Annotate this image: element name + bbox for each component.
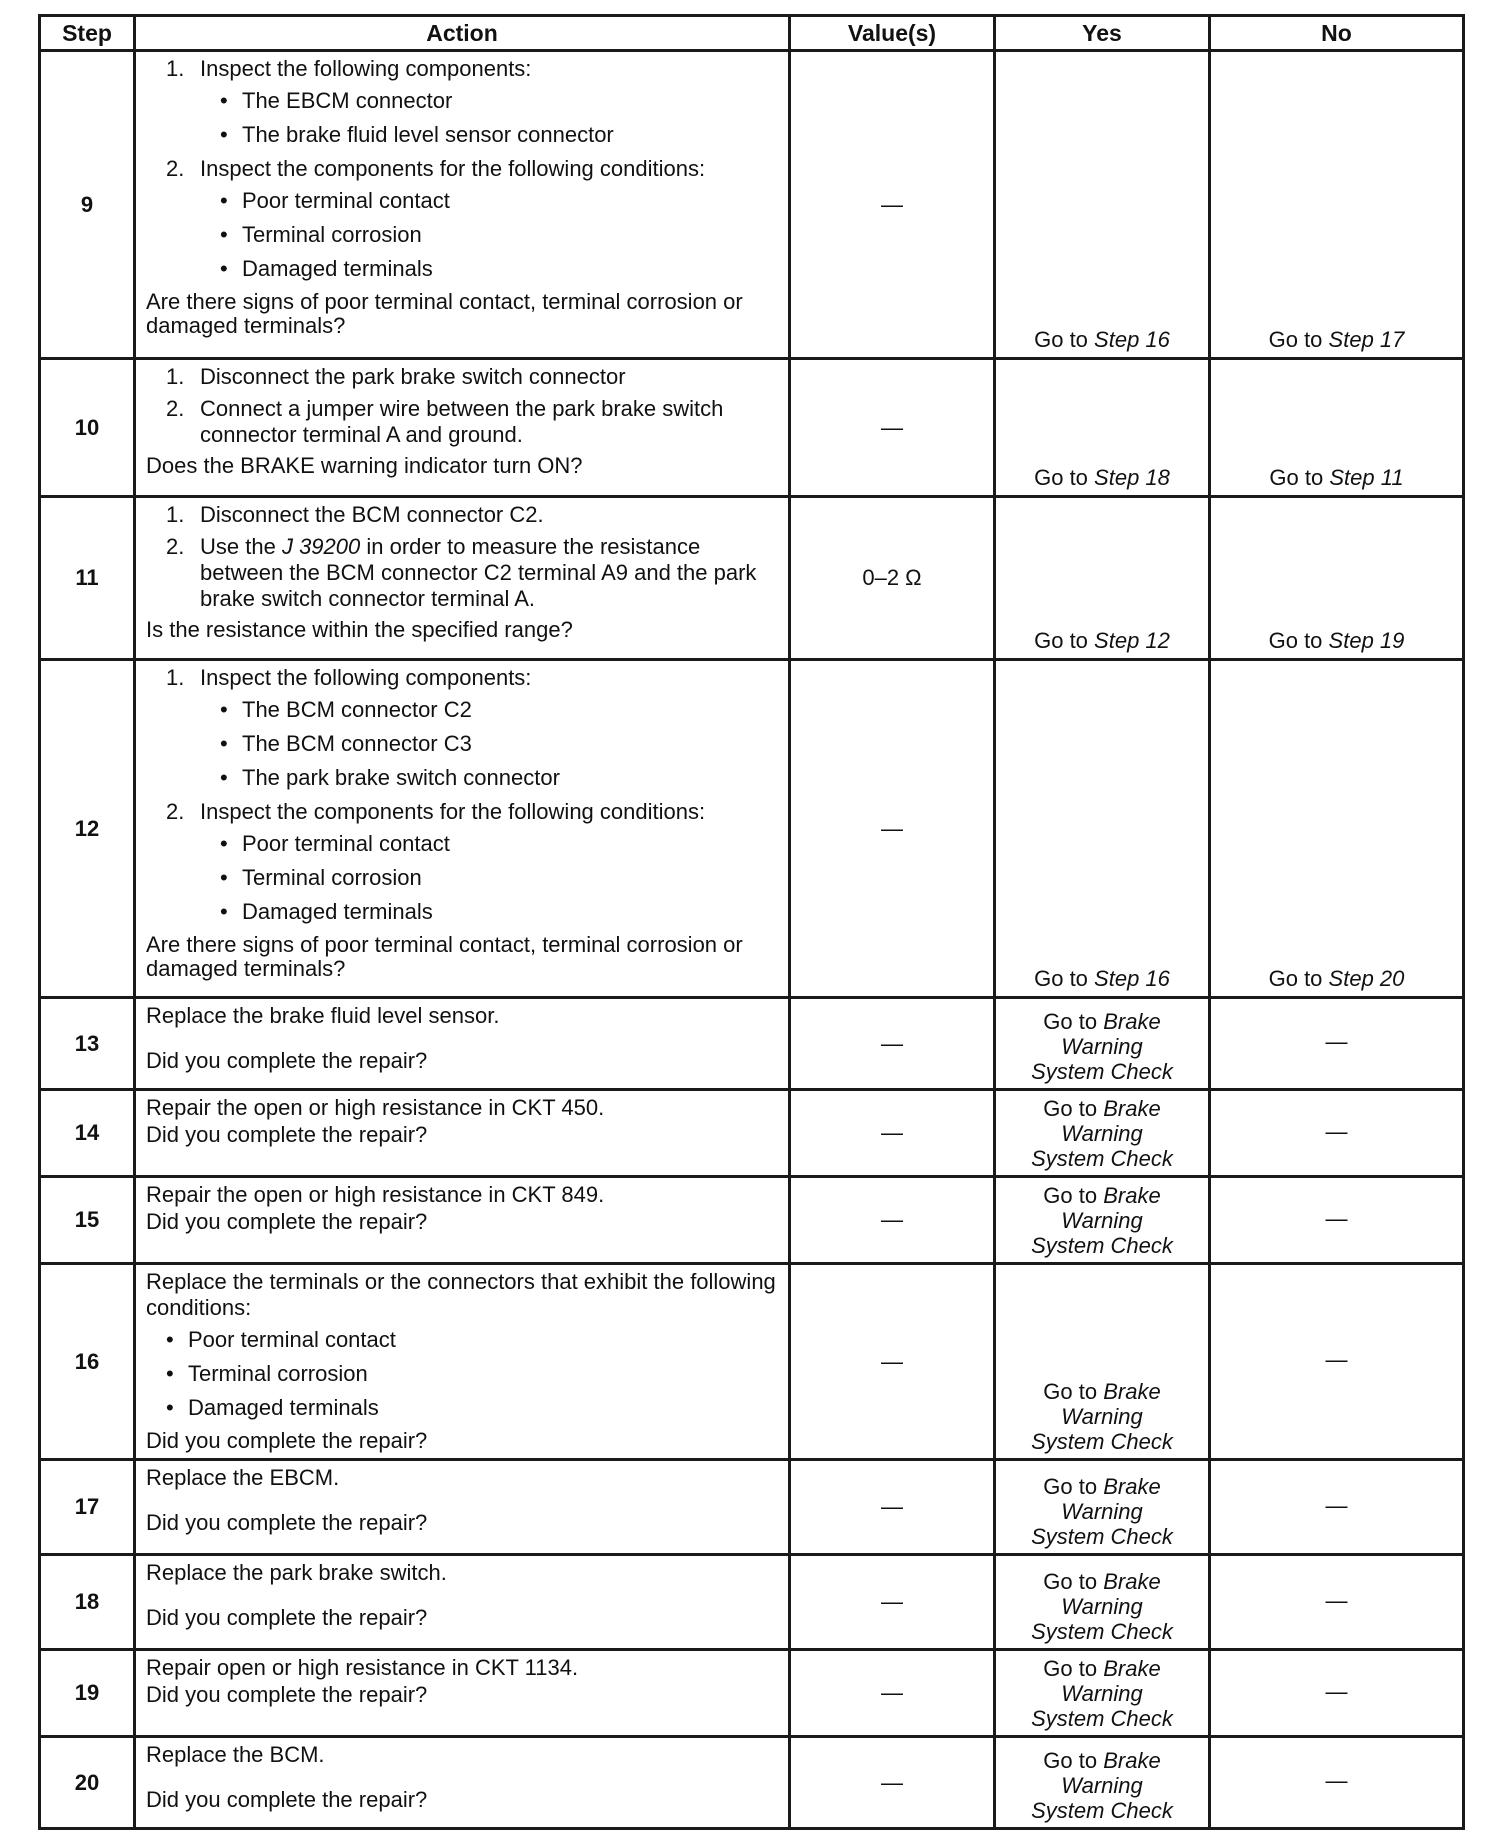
- step-number: 19: [40, 1650, 135, 1737]
- header-no: No: [1210, 16, 1464, 51]
- table-row: [40, 359, 1464, 497]
- bullet-item: • Terminal corrosion: [166, 1361, 368, 1386]
- action-question: Did you complete the repair?: [146, 1428, 428, 1453]
- action-cell: [135, 1460, 790, 1555]
- step-number: 18: [40, 1555, 135, 1650]
- table-row: [40, 1650, 1464, 1737]
- action-question: Did you complete the repair?: [146, 1605, 428, 1630]
- step-number: 9: [40, 51, 135, 359]
- action-list-item: 1. Inspect the following components:: [166, 56, 532, 81]
- value-cell: —: [790, 1737, 995, 1829]
- value-cell: —: [790, 1460, 995, 1555]
- no-cell: —: [1210, 1177, 1464, 1264]
- no-cell: —: [1210, 1737, 1464, 1829]
- table-row: [40, 1177, 1464, 1264]
- action-question: Is the resistance within the specified range?: [146, 617, 573, 642]
- yes-cell: Go to Step 16: [995, 51, 1210, 359]
- header-yes: Yes: [995, 16, 1210, 51]
- action-question: Are there signs of poor terminal contact, terminal corrosion or damaged terminals?: [146, 932, 743, 981]
- no-cell: —: [1210, 1264, 1464, 1460]
- step-number: 20: [40, 1737, 135, 1829]
- value-cell: —: [790, 1090, 995, 1177]
- yes-cell: Go to Brake Warning System Check: [995, 1737, 1210, 1829]
- action-list-item: 2. Inspect the components for the following conditions:: [166, 156, 706, 181]
- action-cell: [135, 1555, 790, 1650]
- yes-cell: Go to Step 16: [995, 660, 1210, 998]
- bullet-item: • Poor terminal contact: [220, 831, 450, 856]
- bullet-item: • The BCM connector C3: [220, 731, 472, 756]
- action-cell: [135, 51, 790, 359]
- action-text: Repair the open or high resistance in CKT 450.: [146, 1095, 605, 1120]
- action-cell: [135, 660, 790, 998]
- action-list-item: 2. Inspect the components for the following conditions:: [166, 799, 706, 824]
- yes-cell: Go to Brake Warning System Check: [995, 1555, 1210, 1650]
- no-cell: Go to Step 17: [1210, 51, 1464, 359]
- step-number: 17: [40, 1460, 135, 1555]
- action-question: Does the BRAKE warning indicator turn ON?: [146, 453, 583, 478]
- step-number: 14: [40, 1090, 135, 1177]
- table-row: [40, 1090, 1464, 1177]
- value-cell: —: [790, 660, 995, 998]
- action-list-item: 2. Connect a jumper wire between the park brake switch connector terminal A and ground.: [166, 396, 724, 447]
- action-cell: [135, 998, 790, 1090]
- value-cell: —: [790, 359, 995, 497]
- table-row: [40, 1737, 1464, 1829]
- bullet-item: • Poor terminal contact: [166, 1327, 396, 1352]
- action-cell: [135, 1090, 790, 1177]
- step-number: 10: [40, 359, 135, 497]
- action-list-item: 1. Inspect the following components:: [166, 665, 532, 690]
- action-list-item: 1. Disconnect the BCM connector C2.: [166, 502, 544, 527]
- bullet-item: • The BCM connector C2: [220, 697, 472, 722]
- table-row: [40, 1555, 1464, 1650]
- no-cell: —: [1210, 1090, 1464, 1177]
- action-text: Replace the brake fluid level sensor.: [146, 1003, 500, 1028]
- yes-cell: Go to Brake Warning System Check: [995, 1090, 1210, 1177]
- table-row: [40, 1460, 1464, 1555]
- table-row: [40, 51, 1464, 359]
- action-text: Repair open or high resistance in CKT 1134.: [146, 1655, 579, 1680]
- bullet-item: • Damaged terminals: [166, 1395, 379, 1420]
- value-cell: 0–2 Ω: [790, 497, 995, 660]
- value-cell: —: [790, 998, 995, 1090]
- no-cell: Go to Step 11: [1210, 359, 1464, 497]
- yes-cell: Go to Brake Warning System Check: [995, 998, 1210, 1090]
- bullet-item: • The EBCM connector: [220, 88, 453, 113]
- no-cell: —: [1210, 1555, 1464, 1650]
- table-row: [40, 1264, 1464, 1460]
- header-row: [40, 16, 1464, 51]
- diagnostic-table: [38, 14, 1465, 1830]
- table-row: [40, 998, 1464, 1090]
- header-step: Step: [40, 16, 135, 51]
- action-text: Replace the terminals or the connectors that exhibit the following conditions:: [146, 1269, 776, 1320]
- action-question: Did you complete the repair?: [146, 1510, 428, 1535]
- yes-cell: Go to Step 12: [995, 497, 1210, 660]
- tool-reference: J 39200: [281, 534, 361, 559]
- action-text: Repair the open or high resistance in CKT 849.: [146, 1182, 605, 1207]
- table-row: [40, 660, 1464, 998]
- step-number: 15: [40, 1177, 135, 1264]
- action-list-item: 2. Use the J 39200 in order to measure the resistance between the BCM connector C2 terminal A9 and the park brake switch connector terminal A.: [166, 534, 757, 611]
- action-cell: [135, 497, 790, 660]
- value-cell: —: [790, 1264, 995, 1460]
- no-cell: Go to Step 19: [1210, 497, 1464, 660]
- no-cell: —: [1210, 998, 1464, 1090]
- no-cell: —: [1210, 1460, 1464, 1555]
- action-text: Replace the BCM.: [146, 1742, 325, 1767]
- diagnostic-table-page: [38, 14, 1462, 1830]
- action-question: Did you complete the repair?: [146, 1209, 428, 1234]
- action-question: Did you complete the repair?: [146, 1787, 428, 1812]
- action-question: Are there signs of poor terminal contact, terminal corrosion or damaged terminals?: [146, 289, 743, 338]
- value-cell: —: [790, 1177, 995, 1264]
- value-cell: —: [790, 1555, 995, 1650]
- action-text: Replace the EBCM.: [146, 1465, 340, 1490]
- yes-cell: Go to Step 18: [995, 359, 1210, 497]
- yes-cell: Go to Brake Warning System Check: [995, 1460, 1210, 1555]
- step-number: 13: [40, 998, 135, 1090]
- value-cell: —: [790, 1650, 995, 1737]
- header-action: Action: [135, 16, 790, 51]
- action-cell: [135, 1737, 790, 1829]
- bullet-item: • Terminal corrosion: [220, 865, 422, 890]
- step-number: 16: [40, 1264, 135, 1460]
- header-values: Value(s): [790, 16, 995, 51]
- bullet-item: • Damaged terminals: [220, 899, 433, 924]
- action-question: Did you complete the repair?: [146, 1122, 428, 1147]
- bullet-item: • Damaged terminals: [220, 256, 433, 281]
- table-row: [40, 497, 1464, 660]
- action-cell: [135, 1177, 790, 1264]
- step-number: 12: [40, 660, 135, 998]
- bullet-item: • The park brake switch connector: [220, 765, 560, 790]
- no-cell: —: [1210, 1650, 1464, 1737]
- bullet-item: • Terminal corrosion: [220, 222, 422, 247]
- bullet-item: • The brake fluid level sensor connector: [220, 122, 614, 147]
- action-question: Did you complete the repair?: [146, 1682, 428, 1707]
- no-cell: Go to Step 20: [1210, 660, 1464, 998]
- step-number: 11: [40, 497, 135, 660]
- value-cell: —: [790, 51, 995, 359]
- bullet-item: • Poor terminal contact: [220, 188, 450, 213]
- action-cell: [135, 1650, 790, 1737]
- action-list-item: 1. Disconnect the park brake switch connector: [166, 364, 626, 389]
- yes-cell: Go to Brake Warning System Check: [995, 1650, 1210, 1737]
- yes-cell: Go to Brake Warning System Check: [995, 1177, 1210, 1264]
- yes-cell: Go to Brake Warning System Check: [995, 1264, 1210, 1460]
- action-text: Replace the park brake switch.: [146, 1560, 447, 1585]
- action-cell: [135, 1264, 790, 1460]
- action-cell: [135, 359, 790, 497]
- action-question: Did you complete the repair?: [146, 1048, 428, 1073]
